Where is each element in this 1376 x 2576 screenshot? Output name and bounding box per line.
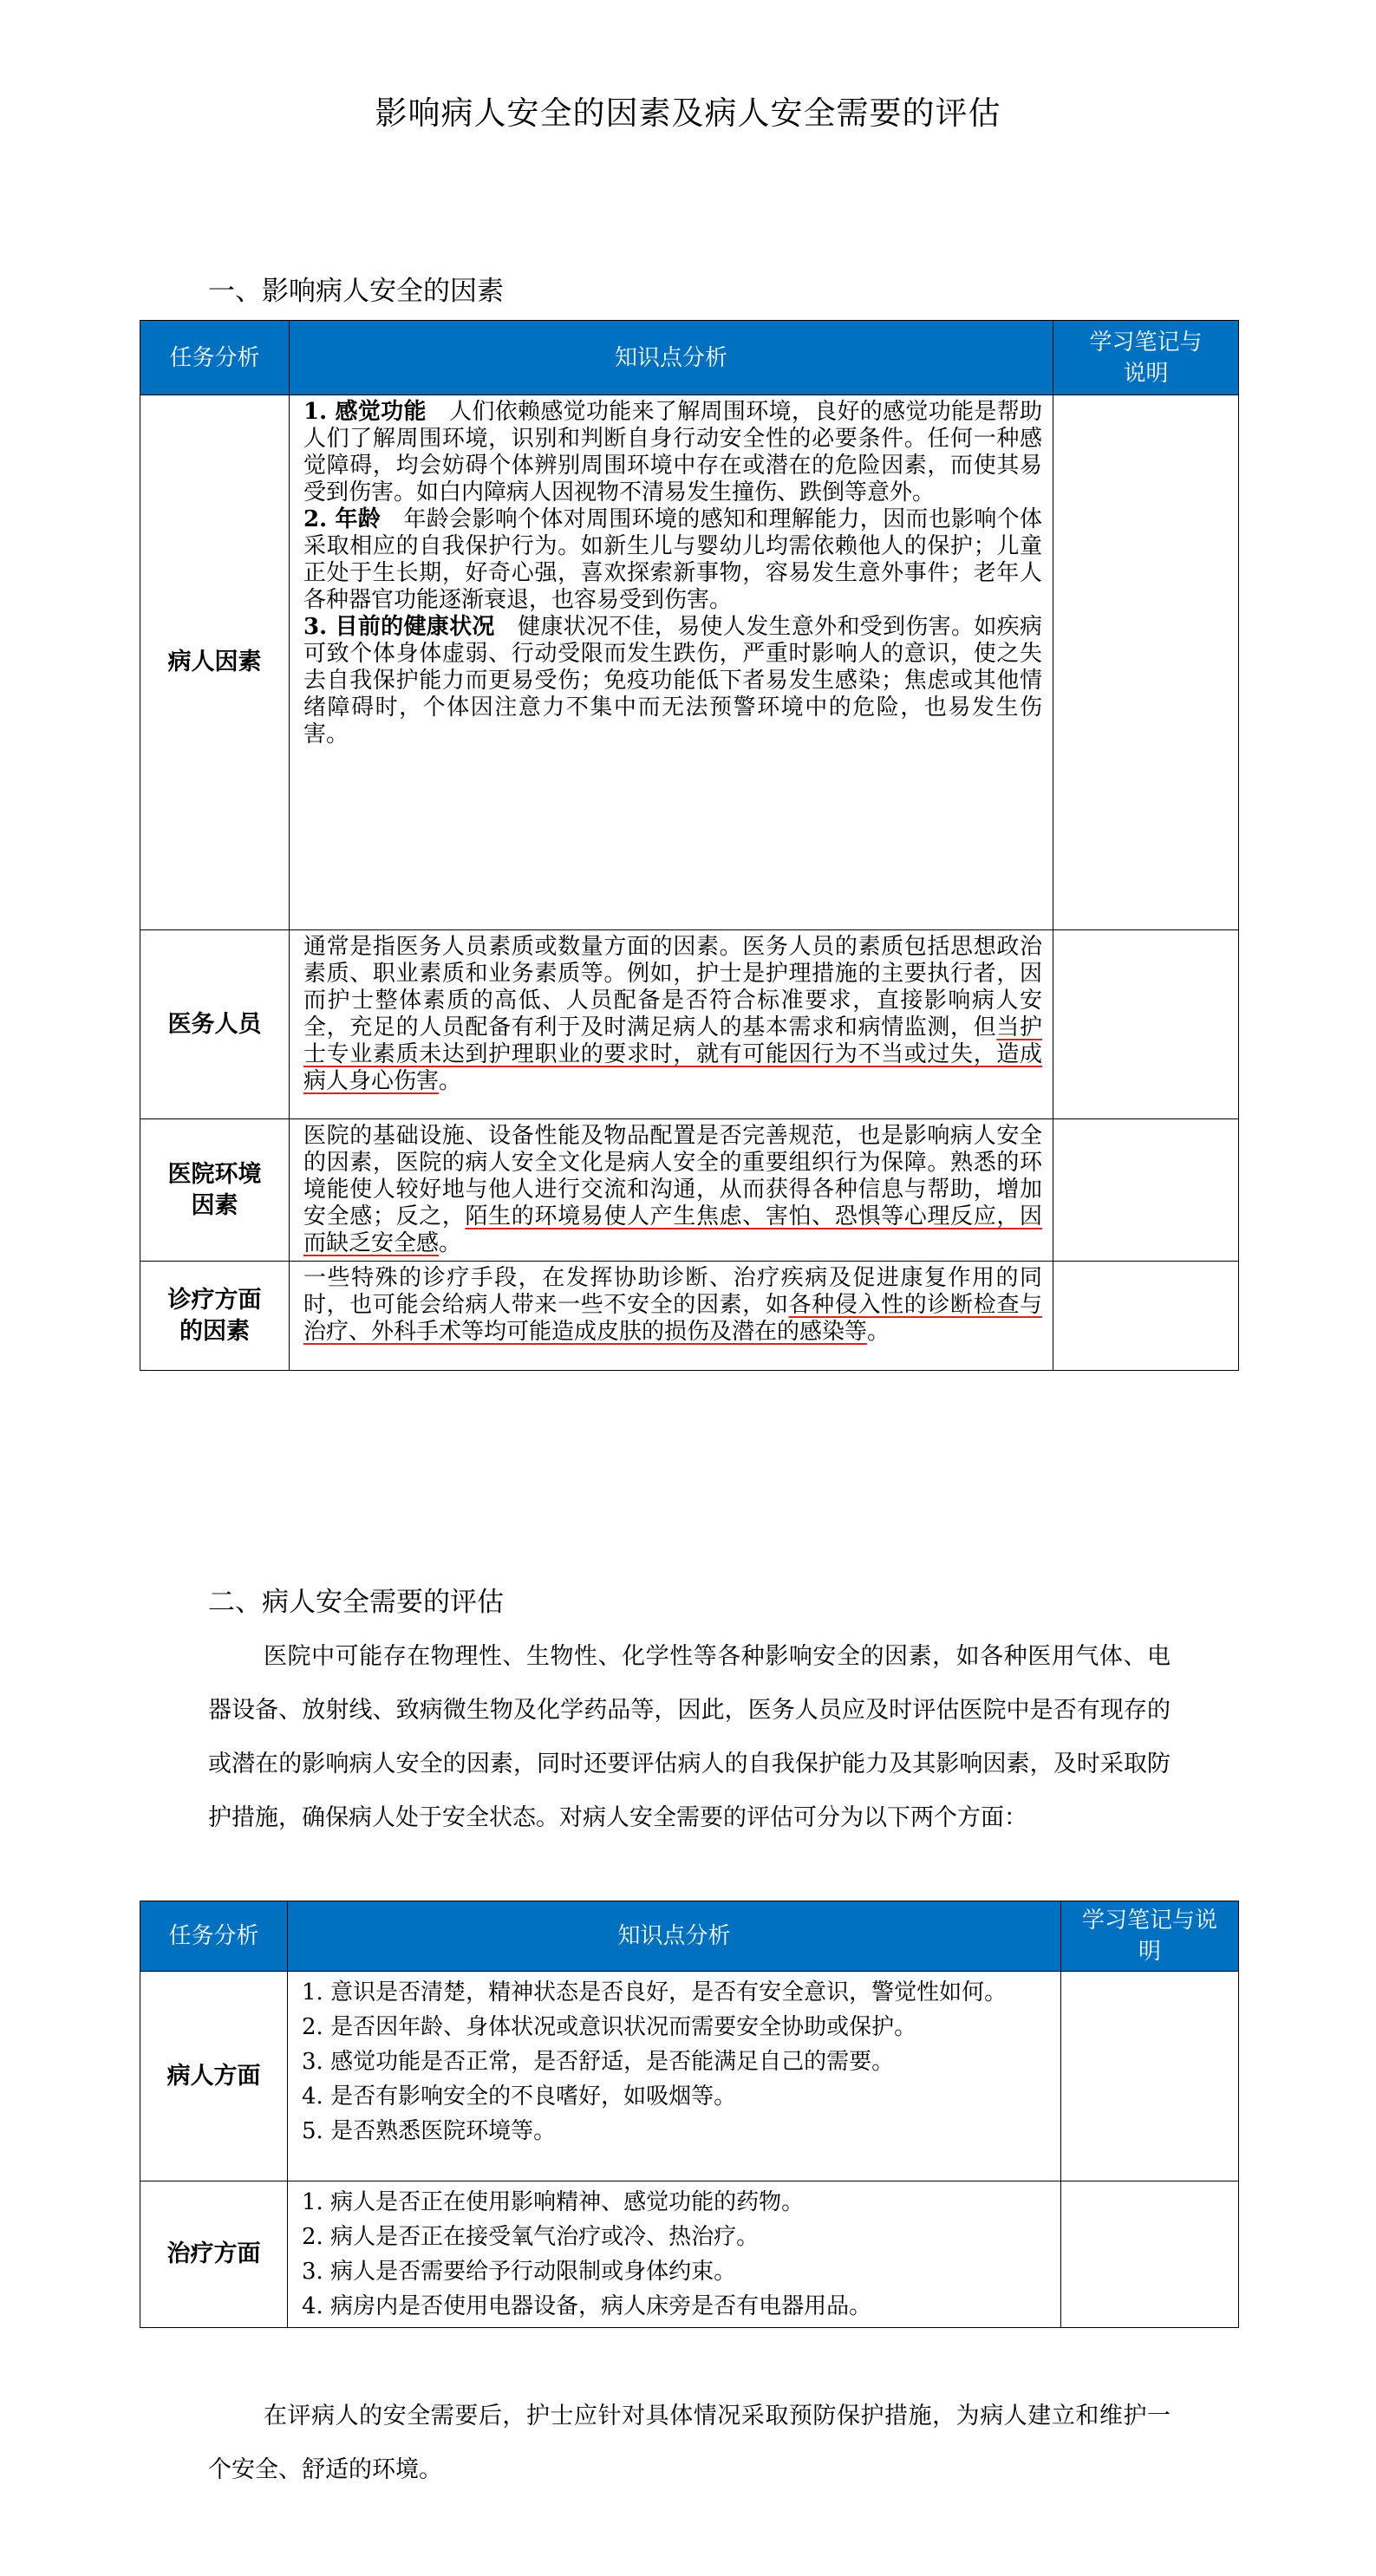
header-task-analysis: 任务分析 bbox=[140, 1901, 288, 1972]
notes-cell[interactable] bbox=[1053, 930, 1239, 1119]
list-item: 3. 目前的健康状况 健康状况不佳，易使人发生意外和受到伤害。如疾病可致个体身体虚弱、行动受限而发生跌伤，严重时影响人的意识，使之失去自我保护能力而更易受伤；免疫功能低下者易发生感染；焦虑或其他情绪障碍时，个体因注意力不集中而无法预警环境中的危险，也易发生伤害。 bbox=[303, 614, 1042, 747]
notes-cell[interactable] bbox=[1053, 1262, 1239, 1371]
section1-heading: 一、影响病人安全的因素 bbox=[208, 276, 504, 307]
list-item: 2. 年龄 年龄会影响个体对周围环境的感知和理解能力，因而也影响个体采取相应的自我保护行为。如新生儿与婴幼儿均需依赖他人的保护；儿童正处于生长期，好奇心强，喜欢探索新事物，容易发生意外事件；老年人各种器官功能逐渐衰退，也容易受到伤害。 bbox=[303, 506, 1042, 613]
header-knowledge-analysis: 知识点分析 bbox=[290, 321, 1053, 395]
category-cell: 病人方面 bbox=[140, 1972, 288, 2181]
knowledge-cell: 医院的基础设施、设备性能及物品配置是否完善规范，也是影响病人安全的因素，医院的病人安全文化是病人安全的重要组织行为保障。熟悉的环境能使人较好地与他人进行交流和沟通，从而获得各种信息与帮助，增加安全感；反之，陌生的环境易使人产生焦虑、害怕、恐惧等心理反应，因而缺乏安全感。 bbox=[290, 1119, 1053, 1262]
list-item: 2. 病人是否正在接受氧气治疗或冷、热治疗。 bbox=[302, 2224, 760, 2250]
table-header-row bbox=[140, 321, 1239, 395]
underlined-text: 各种侵入性的诊断检查与治疗、外科手术等均可能造成皮肤的损伤及潜在的感染等 bbox=[303, 1292, 1042, 1345]
page-title: 影响病人安全的因素及病人安全需要的评估 bbox=[375, 95, 1001, 132]
list-item: 3. 病人是否需要给予行动限制或身体约束。 bbox=[302, 2259, 737, 2285]
notes-cell[interactable] bbox=[1053, 1119, 1239, 1262]
knowledge-cell bbox=[288, 1972, 1061, 2181]
header-task-analysis: 任务分析 bbox=[140, 321, 290, 395]
table-row bbox=[140, 395, 1239, 930]
notes-cell[interactable] bbox=[1053, 395, 1239, 930]
factors-table bbox=[140, 320, 1239, 1371]
table-row bbox=[140, 1262, 1239, 1371]
list-item: 1. 病人是否正在使用影响精神、感觉功能的药物。 bbox=[302, 2189, 805, 2215]
header-knowledge-analysis: 知识点分析 bbox=[288, 1901, 1061, 1972]
header-notes: 学习笔记与说明 bbox=[1061, 1901, 1239, 1972]
table-row bbox=[140, 1972, 1239, 2181]
header-notes: 学习笔记与说明 bbox=[1053, 321, 1239, 395]
list-item: 1. 意识是否清楚，精神状态是否良好，是否有安全意识，警觉性如何。 bbox=[302, 1979, 1008, 2005]
conclusion-paragraph: 在评病人的安全需要后，护士应针对具体情况采取预防保护措施，为病人建立和维护一个安全、舒适的环境。 bbox=[208, 2403, 1171, 2483]
list-item: 3. 感觉功能是否正常，是否舒适，是否能满足自己的需要。 bbox=[302, 2049, 895, 2075]
table-row bbox=[140, 2181, 1239, 2328]
assessment-table bbox=[140, 1901, 1239, 2328]
underlined-text: 当护士专业素质未达到护理职业的要求时，就有可能因行为不当或过失，造成病人身心伤害 bbox=[303, 1014, 1042, 1094]
list-item: 4. 是否有影响安全的不良嗜好，如吸烟等。 bbox=[302, 2084, 737, 2110]
knowledge-cell bbox=[290, 395, 1053, 930]
list-item: 2. 是否因年龄、身体状况或意识状况而需要安全协助或保护。 bbox=[302, 2014, 917, 2040]
notes-cell[interactable] bbox=[1061, 2181, 1239, 2328]
knowledge-cell: 一些特殊的诊疗手段，在发挥协助诊断、治疗疾病及促进康复作用的同时，也可能会给病人带来一些不安全的因素，如各种侵入性的诊断检查与治疗、外科手术等均可能造成皮肤的损伤及潜在的感染等。 bbox=[290, 1262, 1053, 1371]
category-cell: 医院环境因素 bbox=[140, 1119, 290, 1262]
category-cell: 医务人员 bbox=[140, 930, 290, 1119]
section2-intro: 医院中可能存在物理性、生物性、化学性等各种影响安全的因素，如各种医用气体、电器设备、放射线、致病微生物及化学药品等，因此，医务人员应及时评估医院中是否有现存的或潜在的影响病人安全的因素，同时还要评估病人的自我保护能力及其影响因素，及时采取防护措施，确保病人处于安全状态。对病人安全需要的评估可分为以下两个方面： bbox=[208, 1643, 1171, 1831]
knowledge-cell bbox=[288, 2181, 1061, 2328]
table-row bbox=[140, 1119, 1239, 1262]
list-item: 4. 病房内是否使用电器设备，病人床旁是否有电器用品。 bbox=[302, 2293, 872, 2319]
notes-cell[interactable] bbox=[1061, 1972, 1239, 2181]
underlined-text: 陌生的环境易使人产生焦虑、害怕、恐惧等心理反应，因而缺乏安全感 bbox=[303, 1203, 1042, 1256]
knowledge-cell: 通常是指医务人员素质或数量方面的因素。医务人员的素质包括思想政治素质、职业素质和业务素质等。例如，护士是护理措施的主要执行者，因而护士整体素质的高低、人员配备是否符合标准要求，直接影响病人安全，充足的人员配备有利于及时满足病人的基本需求和病情监测，但当护士专业素质未达到护理职业的要求时，就有可能因行为不当或过失，造成病人身心伤害。 bbox=[290, 930, 1053, 1119]
list-item: 1. 感觉功能 人们依赖感觉功能来了解周围环境，良好的感觉功能是帮助人们了解周围环境，识别和判断自身行动安全性的必要条件。任何一种感觉障碍，均会妨碍个体辨别周围环境中存在或潜在的危险因素，而使其易受到伤害。如白内障病人因视物不清易发生撞伤、跌倒等意外。 bbox=[303, 399, 1042, 505]
section2-heading: 二、病人安全需要的评估 bbox=[208, 1587, 504, 1618]
table-header-row bbox=[140, 1901, 1239, 1972]
category-cell: 治疗方面 bbox=[140, 2181, 288, 2328]
table-row bbox=[140, 930, 1239, 1119]
list-item: 5. 是否熟悉医院环境等。 bbox=[302, 2118, 557, 2144]
category-cell: 诊疗方面的因素 bbox=[140, 1262, 290, 1371]
category-cell: 病人因素 bbox=[140, 395, 290, 930]
